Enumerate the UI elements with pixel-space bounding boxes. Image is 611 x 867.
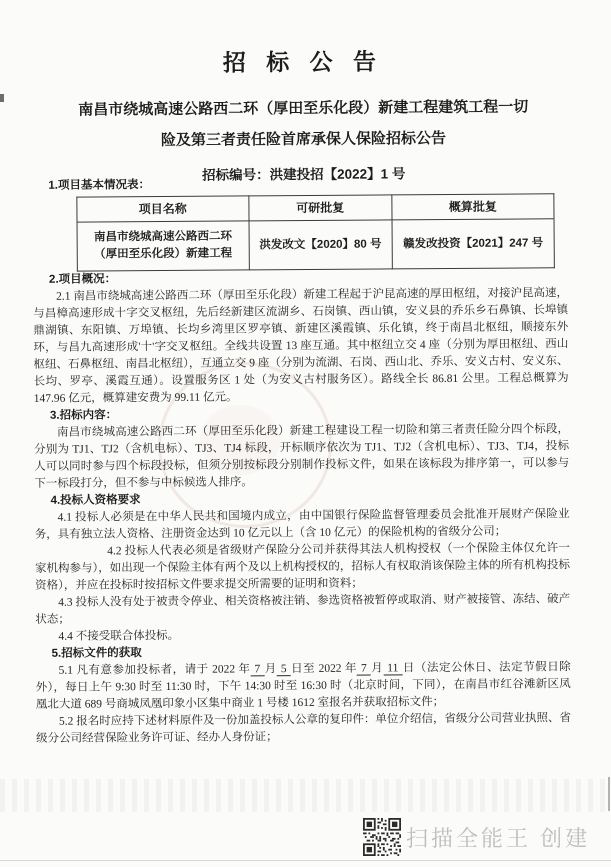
paragraph-4-3: 4.3 投标人没有处于被责令停业、相关资格被注销、参选资格被暂停或取消、财产被接管、冻结、破产状态； xyxy=(35,593,571,626)
paragraph-3: 南昌市绕城高速公路西二环（厚田至乐化段）新建工程建设工程一切险和第三者责任险分四个标段，分别为 TJ1、TJ2（含机电标）、TJ3、TJ4 标段，开标顺序依次为 TJ1、TJ2（含机电标）、TJ3、TJ4，投标人可以同时参与四个标段投标，但须分别按标段分别制作投标文件，如果在该标段为排序第一，可以参与下一标段打分，但不参与中标候选人排序。 xyxy=(34,423,570,490)
scan-edge-artifact-right xyxy=(608,777,610,811)
cell-project-name: 南昌市绕城高速公路西二环（厚田至乐化段）新建工程 xyxy=(77,221,249,271)
table-header-row xyxy=(77,194,554,222)
section-5-heading: 5.招标文件的获取 xyxy=(51,647,142,660)
tender-number: 招标编号：洪建投招【2022】1 号 xyxy=(201,166,406,183)
scan-bottom-edge-line xyxy=(0,860,611,861)
subtitle-line-1: 南昌市绕城高速公路西二环（厚田至乐化段）新建工程建筑工程一切 xyxy=(78,98,529,119)
p51-text-e: 日（法定公休日、法定节假日除外），每日上午 9:30 时至 11:30 时，下午 14:30 时至 16:30 时（北京时间，下同），在南昌市红谷滩新区凤凰北大道 689 号商城凤凰印象小区集中商业 1 号楼 1612 室报名并获取招标文件； xyxy=(35,661,571,711)
camscanner-watermark-text: 扫描全能王 创建 xyxy=(406,826,591,851)
p51-text-d: 月 xyxy=(370,662,384,675)
p51-underlined-day-1: 5 xyxy=(277,663,291,676)
col-header-feasibility-approval: 可研批复 xyxy=(249,195,392,221)
scan-edge-artifact-left xyxy=(0,94,4,102)
project-info-table xyxy=(76,193,555,271)
p51-underlined-day-2: 11 xyxy=(383,662,402,675)
document-subtitle xyxy=(0,91,609,157)
p51-text-b: 月 xyxy=(264,663,277,676)
p51-underlined-month-2: 7 xyxy=(357,663,371,676)
table-row xyxy=(77,219,554,271)
document-content xyxy=(32,174,571,748)
paragraph-4-2: 4.2 投标人代表必须是省级财产保险分公司并获得其法人机构授权（一个保险主体仅允许一家机构参与），如出现一个保险主体有两个及以上机构授权的，招标人有权取消该保险主体的所有机构投标资格），并应在投标时按招标文件要求提交所需要的证明和资料； xyxy=(34,542,570,592)
section-3-heading: 3.招标内容： xyxy=(49,409,118,422)
p51-text-a: 5.1 凡有意参加投标者，请于 2022 年 xyxy=(58,663,251,677)
cell-feasibility-approval: 洪发改文【2020】80 号 xyxy=(249,220,392,270)
col-header-estimate-approval: 概算批复 xyxy=(392,194,554,220)
scan-stripe-artifact xyxy=(0,779,611,812)
paragraph-4-1: 4.1 投标人必须是在中华人民共和国境内成立，由中国银行保险监督管理委员会批准开展财产保险业务，具有独立法人资格、注册资金达到 10 亿元以上（含 10 亿元）的保险机构的省级分公司； xyxy=(34,508,570,541)
paragraph-5-2: 5.2 报名时应持下述材料原件及一份加盖投标人公章的复印件：单位介绍信，省级分公司营业执照、省级分公司经营保险业务许可证、经办人身份证； xyxy=(36,712,572,745)
section-4-heading: 4.投标人资格要求 xyxy=(50,494,141,507)
subtitle-line-2: 险及第三者责任险首席承保人保险招标公告 xyxy=(160,130,447,150)
scanner-watermark-footer xyxy=(0,812,611,862)
section-2-heading: 2.项目概况： xyxy=(48,273,117,286)
paragraph-5-1 xyxy=(36,659,571,714)
paragraph-2-1: 2.1 南昌市绕城高速公路西二环（厚田至乐化段）新建工程起于沪昆高速的厚田枢纽，对接沪昆高速，与昌樟高速形成十字交叉枢纽，先后经新建区流湖乡、石岗镇、西山镇，安义县的乔乐乡石鼻镇、长埠镇鼎湖镇、东阳镇、万埠镇、长均乡湾里区罗亭镇、新建区溪霞镇、乐化镇，终于南昌北枢纽，顺接东外环，与昌九高速形成'十'字交叉枢纽。全线共设置 13 座互通。其中枢纽立交 4 座（分别为厚田枢纽、西山枢纽、石鼻枢纽、南昌北枢纽），互通立交 9 座（分别为流湖、石岗、西山北、乔乐、安义古村、安义东、长均、罗亭、溪霞互通）。设置服务区 1 处（为安义古村服务区）。路线全长 86.81 公里。工程总概算为 147.96 亿元，概算建安费为 99.11 亿元。 xyxy=(33,287,569,405)
paragraph-4-4: 4.4 不接受联合体投标。 xyxy=(58,629,180,643)
col-header-project-name: 项目名称 xyxy=(77,196,249,222)
section-1-heading: 1.项目基本情况表： xyxy=(48,179,150,192)
cell-estimate-approval: 赣发改投资【2021】247 号 xyxy=(392,219,555,269)
p51-text-c: 日至 2022 年 xyxy=(290,662,358,676)
document-title: 招 标 公 告 xyxy=(222,48,384,76)
p51-underlined-month-1: 7 xyxy=(250,663,264,676)
qr-code-icon xyxy=(363,818,401,856)
